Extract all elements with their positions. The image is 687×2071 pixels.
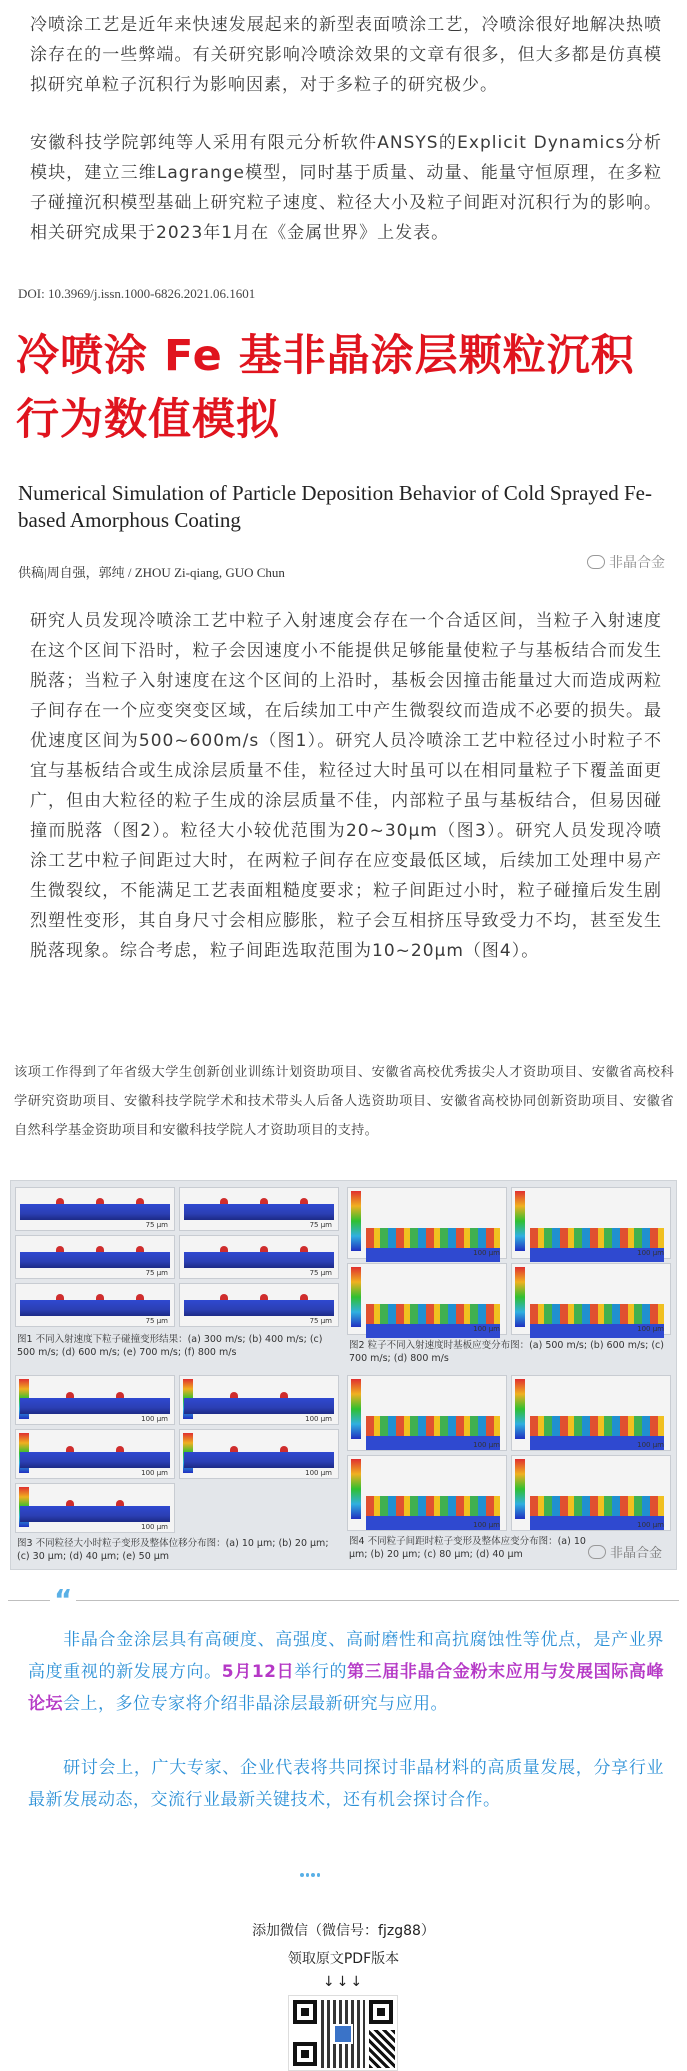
scale-label: 100 μm [473,1249,500,1257]
down-arrows: ↓↓↓ [322,1974,365,1990]
intro-paragraph: 冷喷涂工艺是近年来快速发展起来的新型表面喷涂工艺，冷喷涂很好地解决热喷涂存在的一些弊端。有关研究影响冷喷涂效果的文章有很多，但大多都是仿真模拟研究单粒子沉积行为影响因素，对于多粒子的研究极少。 [30,15,662,95]
scale-label: 75 μm [145,1221,168,1229]
paper-title-cn: 冷喷涂 Fe 基非晶涂层颗粒沉积行为数值模拟 [16,331,635,445]
fig1-panel-f [179,1283,339,1327]
promo-text: 举行的 [294,1662,348,1682]
scale-label: 100 μm [637,1521,664,1529]
scale-label: 75 μm [145,1317,168,1325]
paper-authors: 供稿|周自强，郭纯 / ZHOU Zi-qiang, GUO Chun [18,565,285,580]
scale-label: 100 μm [305,1469,332,1477]
fig1-panel-a [15,1187,175,1231]
fig4-panel-a [347,1375,507,1451]
fig1-panel-b [179,1187,339,1231]
fig4-panel-c [347,1455,507,1531]
fig1-panel-d [179,1235,339,1279]
figure-watermark [588,1542,662,1561]
scale-label: 75 μm [309,1317,332,1325]
scale-label: 75 μm [309,1221,332,1229]
scale-label: 100 μm [473,1325,500,1333]
scale-label: 75 μm [145,1269,168,1277]
fig1-panel-c [15,1235,175,1279]
qr-logo-icon [333,2024,353,2044]
findings-paragraph: 研究人员发现冷喷涂工艺中粒子入射速度会存在一个合适区间，当粒子入射速度在这个区间下沿时，粒子会因速度小不能提供足够能量使粒子与基板结合而发生脱落；当粒子入射速度在这个区间的上沿时，基板会因撞击能量过大而造成两粒子间存在一个应变突变区域，在后续加工中产生微裂纹而造成不必要的损失。最优速度区间为500~600m/s（图1）。研究人员冷喷涂工艺中粒径过小时粒子不宜与基板结合或生成涂层质量不佳，粒径过大时虽可以在相同量粒子下覆盖面更广，但由大粒径的粒子生成的涂层质量不佳，内部粒子虽与基板结合，但易因碰撞而脱落（图2）。粒径大小较优范围为20~30μm（图3）。研究人员发现冷喷涂工艺中粒子间距过大时，在两粒子间存在应变最低区域，后续加工处理中易产生微裂纹，不能满足工艺表面粗糙度要求；粒子间距过小时，粒子碰撞后发生剧烈塑性变形，其自身尺寸会相应膨胀，粒子会互相挤压导致受力不均，甚至发生脱落现象。综合考虑，粒子间距选取范围为10~20μm（图4）。 [30,611,662,961]
fig2-panel-b [511,1187,671,1259]
fig2-panel-d [511,1263,671,1335]
fig3-panel-b [179,1375,339,1425]
paper-clipping [12,280,675,590]
promo-text: 研讨会上，广大专家、企业代表将共同探讨非晶材料的高质量发展，分享行业最新发展动态，交流行业最新关键技术，还有机会探讨合作。 [28,1758,664,1810]
fig1-caption: 图1 不同入射速度下粒子碰撞变形结果：(a) 300 m/s; (b) 400 m/s; (c) 500 m/s; (d) 600 m/s; (e) 700 m/s; (f) 800 m/s [17,1334,323,1358]
pdf-offer-text: 领取原文PDF版本 [287,1951,400,1967]
fig4-panel-d [511,1455,671,1531]
decorative-dots [300,1873,320,1879]
fig3-panel-d [179,1429,339,1479]
scale-label: 100 μm [141,1469,168,1477]
paper-doi: DOI: 10.3969/j.issn.1000-6826.2021.06.1601 [18,286,256,301]
fig3-panel-a [15,1375,175,1425]
promo-paragraph-2 [28,1752,664,1816]
divider [8,1600,679,1601]
fig1-panel-e [15,1283,175,1327]
quote-icon: “ [50,1586,76,1614]
fig3-caption: 图3 不同粒径大小时粒子变形及整体位移分布图：(a) 10 μm; (b) 20 μm; (c) 30 μm; (d) 40 μm; (e) 50 μm [17,1538,329,1562]
forum-name[interactable]: 第三届非晶合金粉末应用与发展国际高峰论坛 [28,1662,665,1714]
fig2-panel-a [347,1187,507,1259]
scale-label: 100 μm [637,1325,664,1333]
scale-label: 100 μm [141,1523,168,1531]
promo-text: 非晶合金涂层具有高硬度、高强度、高耐磨性和高抗腐蚀性等优点，是产业界高度重视的新发展方向。 [28,1630,664,1682]
figure-watermark-text: 非晶合金 [609,1546,662,1561]
wechat-icon [587,555,605,569]
promo-paragraph-1 [28,1624,664,1720]
scale-label: 100 μm [637,1249,664,1257]
fig2-caption: 图2 粒子不同入射速度时基板应变分布图：(a) 500 m/s; (b) 600 m/s; (c) 700 m/s; (d) 800 m/s [349,1340,664,1364]
watermark-text: 非晶合金 [609,555,665,571]
acknowledgement-paragraph: 该项工作得到了年省级大学生创新创业训练计划资助项目、安徽省高校优秀拔尖人才资助项目、安徽省高校科学研究资助项目、安徽科技学院学术和技术带头人后备人选资助项目、安徽省高校协同创新资助项目、安徽省自然科学基金资助项目和安徽科技学院人才资助项目的支持。 [14,1065,674,1138]
promo-text: 会上，多位专家将介绍非晶涂层最新研究与应用。 [63,1694,448,1714]
scale-label: 100 μm [473,1521,500,1529]
qr-code-image[interactable] [288,1995,398,2071]
scale-label: 100 μm [305,1415,332,1423]
fig3-panel-c [15,1429,175,1479]
watermark [587,552,665,572]
fig2-panel-c [347,1263,507,1335]
scale-label: 100 μm [637,1441,664,1449]
study-paragraph: 安徽科技学院郭纯等人采用有限元分析软件ANSYS的Explicit Dynamics分析模块，建立三维Lagrange模型，同时基于质量、动量、能量守恒原理，在多粒子碰撞沉积模型基础上研究粒子速度、粒径大小及粒子间距对沉积行为的影响。相关研究成果于2023年1月在《金属世界》上发表。 [30,133,662,243]
fig4-caption: 图4 不同粒子间距时粒子变形及整体应变分布图：(a) 10 μm; (b) 20 μm; (c) 80 μm; (d) 40 μm [349,1536,586,1560]
paper-title-en: Numerical Simulation of Particle Deposition Behavior of Cold Sprayed Fe-based Amorphous Coating [18,481,652,532]
scale-label: 100 μm [473,1441,500,1449]
results-figure[interactable] [10,1180,677,1570]
event-date: 5月12日 [221,1662,295,1682]
wechat-id-text: 添加微信（微信号：fjzg88） [252,1923,435,1939]
scale-label: 100 μm [141,1415,168,1423]
fig3-panel-e [15,1483,175,1533]
fig4-panel-b [511,1375,671,1451]
wechat-icon [588,1545,606,1559]
scale-label: 75 μm [309,1269,332,1277]
